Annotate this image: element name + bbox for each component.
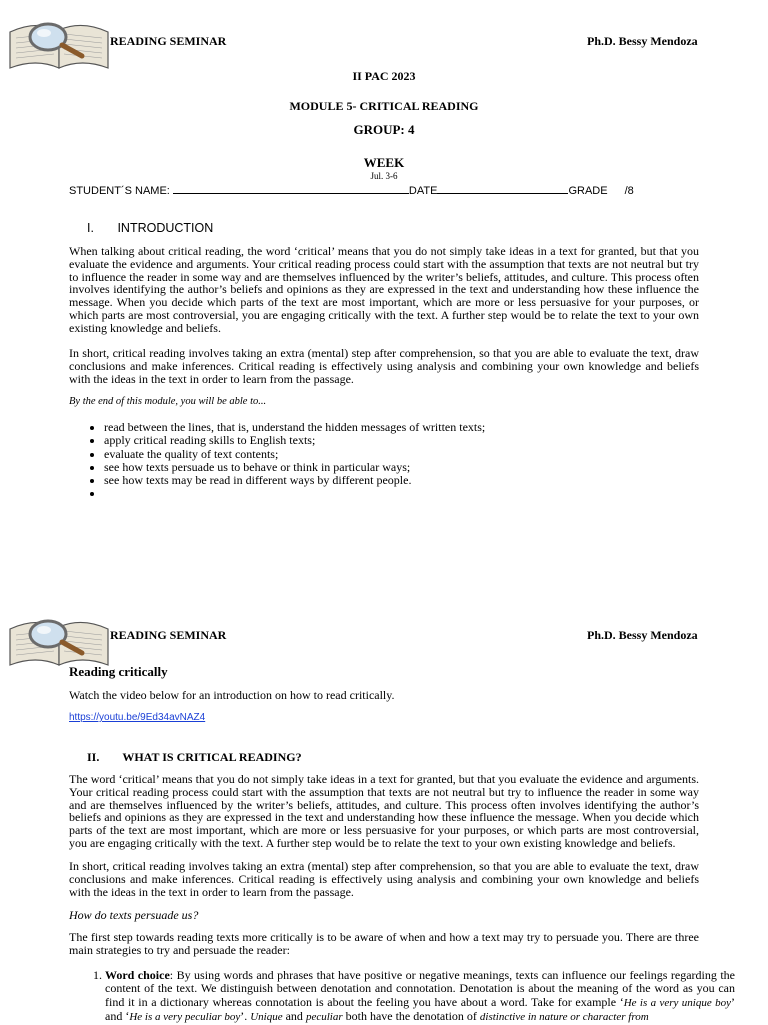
list-item: • apply critical reading skills to English texts; <box>104 434 485 447</box>
header-title: READING SEMINAR <box>110 34 227 48</box>
group-label: GROUP: 4 <box>353 122 415 137</box>
book-magnifier-logo <box>6 607 112 669</box>
header-title: READING SEMINAR <box>110 628 227 642</box>
grade-label: GRADE <box>568 185 608 197</box>
book-magnifier-logo <box>6 10 112 72</box>
example-unique: He is a very unique boy <box>623 996 731 1009</box>
watch-text: Watch the video below for an introduction on how to read critically. <box>69 688 395 702</box>
student-name-field[interactable] <box>173 183 409 194</box>
student-name-label: STUDENT´S NAME: <box>69 185 170 197</box>
critical-paragraph-1: The word ‘critical’ means that you do not simply take ideas in a text for granted, but that you evaluate the evidence and arguments. Your critical reading process could start with the assumption that texts are not neutral but try to influence the reader in some way and are themselves influenced by the writer’s beliefs, attitudes, and culture. This process often involves identifying the author’s beliefs and opinions as they are expressed in the text and understanding how these influence the message. When you decide which parts of the text are most important, which are more or less persuasive for your purposes, or which parts are most controversial, you are engaging critically with the text. A further step would be to relate the text to your own existing knowledge and beliefs. <box>69 772 699 850</box>
strategies-list <box>69 969 735 1025</box>
reading-critically-heading: Reading critically <box>69 664 168 679</box>
word-choice-and-2: and <box>282 1009 306 1024</box>
critical-paragraph-3: The first step towards reading texts more critically is to be aware of when and how a text may try to persuade you. There are three main strategies to try and persuade the reader: <box>69 930 699 957</box>
video-link[interactable]: https://youtu.be/9Ed34avNAZ4 <box>69 712 206 723</box>
list-item <box>105 969 735 1025</box>
objectives-list <box>69 421 485 501</box>
intro-paragraph-2: In short, critical reading involves taking an extra (mental) step after comprehension, so that you are able to evaluate the text, draw conclusions and make inferences. Critical reading is effectively using analysis and combining your own knowledge and beliefs with the ideas in the text in order to learn from the passage. <box>69 346 699 386</box>
word-choice-and: ’ and ‘ <box>105 994 735 1024</box>
student-info-row <box>69 183 634 197</box>
pac-label: II PAC 2023 <box>352 69 416 83</box>
denotation-text: distinctive in nature or character from <box>479 1011 649 1024</box>
section-number: II. <box>87 750 100 764</box>
list-item: • see how texts persuade us to behave or think in particular ways; <box>104 461 485 474</box>
dates-label: Jul. 3-6 <box>370 171 398 181</box>
week-label: WEEK <box>363 155 405 170</box>
word-choice-text-3: both have the denotation of <box>342 1009 480 1024</box>
header-author: Ph.D. Bessy Mendoza <box>587 34 698 48</box>
date-label: DATE <box>408 185 438 197</box>
list-item: • see how texts may be read in different ways by different people. <box>104 474 485 487</box>
module-title-text: MODULE 5- CRITICAL READING <box>289 99 479 113</box>
word-choice-text-2: ’. <box>240 1009 251 1024</box>
date-field[interactable] <box>437 183 568 194</box>
critical-paragraph-2: In short, critical reading involves taking an extra (mental) step after comprehension, so that you are able to evaluate the text, draw conclusions and make inferences. Critical reading is effectively using analysis and combining your own knowledge and beliefs with the ideas in the text in order to learn from the passage. <box>69 859 699 899</box>
section-heading-critical-reading <box>87 750 302 765</box>
module-title <box>0 99 768 114</box>
example-peculiar: He is a very peculiar boy <box>129 1011 241 1024</box>
list-item <box>104 487 485 500</box>
grade-value: /8 <box>624 185 634 197</box>
header-author: Ph.D. Bessy Mendoza <box>587 628 698 642</box>
section-title: WHAT IS CRITICAL READING? <box>122 750 302 764</box>
persuade-question: How do texts persuade us? <box>69 908 199 922</box>
section-number: I. <box>87 221 94 235</box>
list-item: • evaluate the quality of text contents; <box>104 448 485 461</box>
list-item: • read between the lines, that is, understand the hidden messages of written texts; <box>104 421 485 434</box>
intro-paragraph-1: When talking about critical reading, the word ‘critical’ means that you do not simply take ideas in a text for granted, but that you evaluate the evidence and arguments. Your critical reading process could start with the assumption that texts are not neutral but try to influence the reader in some way and are themselves influenced by the writer’s beliefs, attitudes, and culture. This process often involves identifying the author’s beliefs and opinions as they are expressed in the text and understanding how these influence the message. When you decide which parts of the text are most important, which are more or less persuasive for your purposes, or which parts are most controversial, you are engaging critically with the text. A further step would be to relate the text to your own existing knowledge and beliefs. <box>69 244 699 335</box>
word-unique: Unique <box>250 1011 283 1024</box>
section-title: INTRODUCTION <box>117 221 214 235</box>
word-peculiar: peculiar <box>305 1011 343 1024</box>
objectives-intro: By the end of this module, you will be able to... <box>69 396 267 407</box>
word-choice-text-1: : By using words and phrases that have positive or negative meanings, texts can influence our feelings regarding the content of the text. We distinguish between denotation and connotation. Denotation is about the meaning of the word as you can find it in a dictionary whereas connotation is about the feeling you have about a word. Take for example ‘ <box>105 968 735 1009</box>
word-choice-term: Word choice <box>105 968 170 982</box>
section-heading-intro <box>87 221 213 235</box>
